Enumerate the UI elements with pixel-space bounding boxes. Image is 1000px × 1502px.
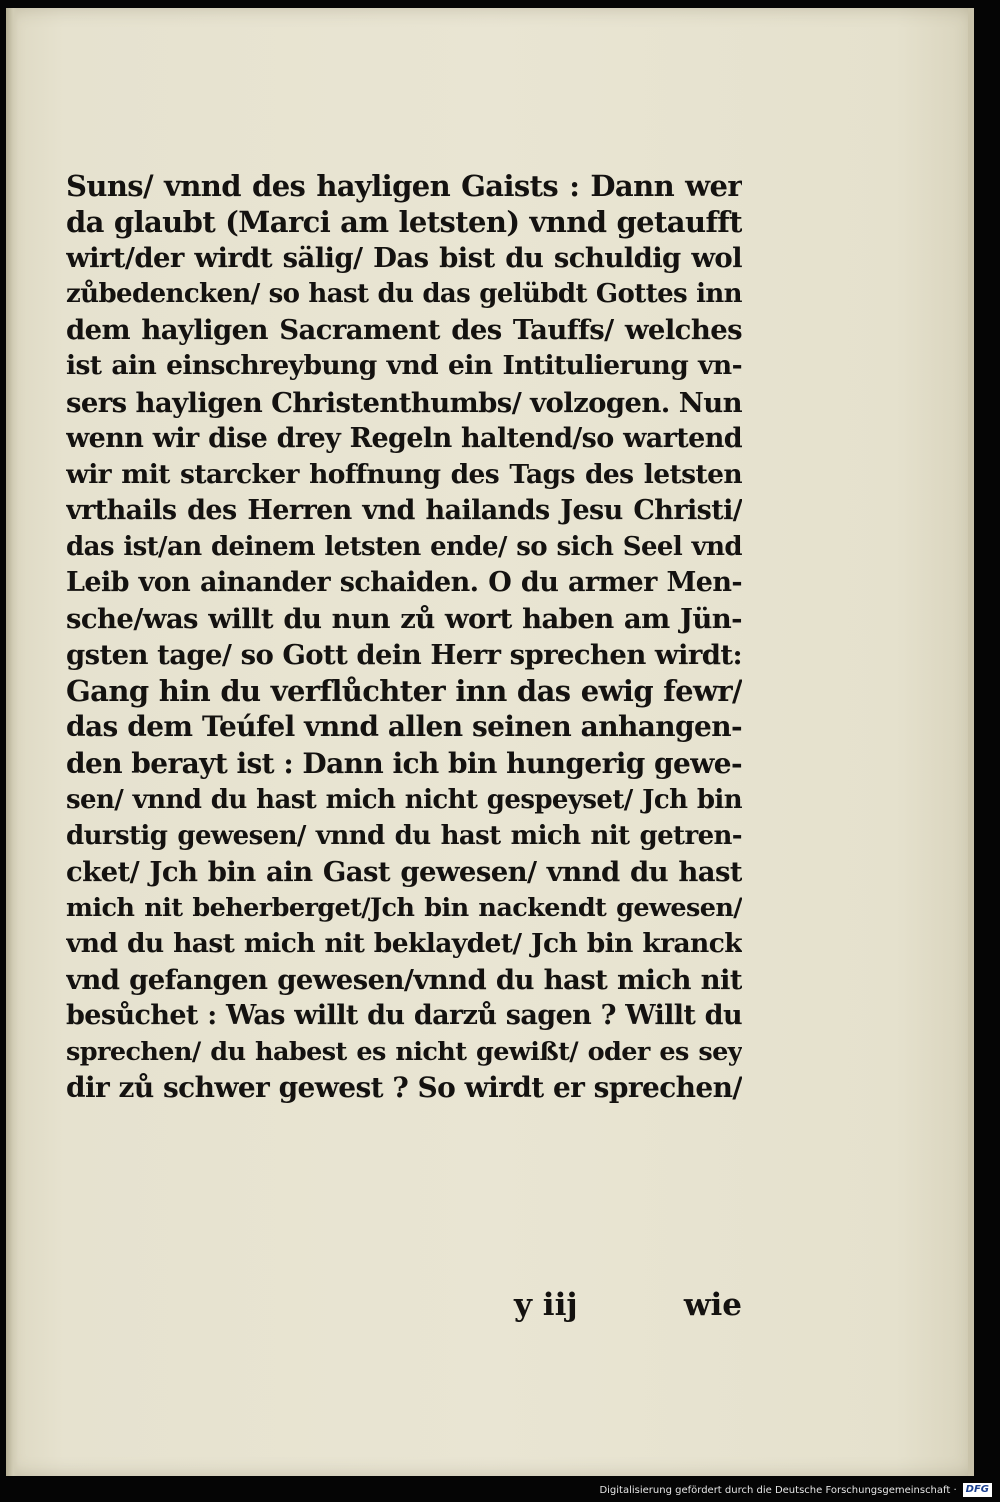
text-line-6: ist ain einschreybung vnd ein Intitulierung vn- (66, 350, 742, 382)
text-line-12: Leib von ainander schaiden. O du armer Men- (66, 567, 742, 599)
text-line-25: sprechen/ du habest es nicht gewißt/ oder es sey (66, 1037, 742, 1068)
text-line-19: durstig gewesen/ vnnd du hast mich nit getren- (66, 820, 742, 851)
text-line-24: besůchet : Was willt du darzů sagen ? Willt du (66, 1000, 742, 1032)
text-line-8: wenn wir dise drey Regeln haltend/so wartend (66, 422, 742, 454)
text-line-18: sen/ vnnd du hast mich nicht gespeyset/ Jch bin (66, 784, 742, 815)
text-line-2: da glaubt (Marci am letsten) vnnd getaufft (66, 205, 742, 240)
catchword: wie (683, 1287, 742, 1323)
text-line-7: sers hayligen Christenthumbs/ volzogen. Nun (66, 386, 742, 419)
dfg-credit-bar (599, 1480, 992, 1500)
text-line-23: vnd gefangen gewesen/vnnd du hast mich nit (66, 964, 742, 997)
blackletter-text-block (66, 168, 742, 1323)
text-line-10: vrthails des Herren vnd hailands Jesu Christi/ (66, 494, 742, 526)
text-line-26: dir zů schwer gewest ? So wirdt er sprechen/ (66, 1071, 742, 1105)
text-line-20: cket/ Jch bin ain Gast gewesen/ vnnd du hast (66, 855, 742, 888)
text-line-16: das dem Teúfel vnnd allen seinen anhangen- (66, 710, 742, 744)
page-edge (968, 8, 974, 1476)
dfg-credit-text: Digitalisierung gefördert durch die Deutsche Forschungsgemeinschaft · (599, 1484, 957, 1496)
signature-mark: y iij (514, 1287, 578, 1323)
text-line-11: das ist/an deinem letsten ende/ so sich Seel vnd (66, 531, 742, 562)
text-line-21: mich nit beherberget/Jch bin nackendt gewesen/ (66, 892, 742, 923)
text-line-4: zůbedencken/ so hast du das gelübdt Gottes inn (66, 279, 742, 310)
dfg-logo[interactable]: DFG (963, 1483, 992, 1497)
text-line-17: den berayt ist : Dann ich bin hungerig gewe- (66, 746, 742, 780)
binding-edge (6, 8, 18, 1476)
book-page (6, 8, 974, 1476)
text-line-1: Suns/ vnnd des hayligen Gaists : Dann wer (66, 169, 742, 203)
text-line-9: wir mit starcker hoffnung des Tags des letsten (66, 458, 742, 490)
text-line-13: sche/was willt du nun zů wort haben am Jün- (66, 603, 742, 636)
text-line-3: wirt/der wirdt sälig/ Das bist du schuldig wol (66, 242, 742, 275)
page-footer-line (66, 1287, 742, 1323)
text-line-5: dem hayligen Sacrament des Tauffs/ welches (66, 314, 742, 347)
text-line-14: gsten tage/ so Gott dein Herr sprechen wirdt: (66, 639, 742, 672)
text-line-15: Gang hin du verflůchter inn das ewig fewr/ (66, 674, 742, 709)
text-line-22: vnd du hast mich nit beklaydet/ Jch bin kranck (66, 927, 742, 959)
